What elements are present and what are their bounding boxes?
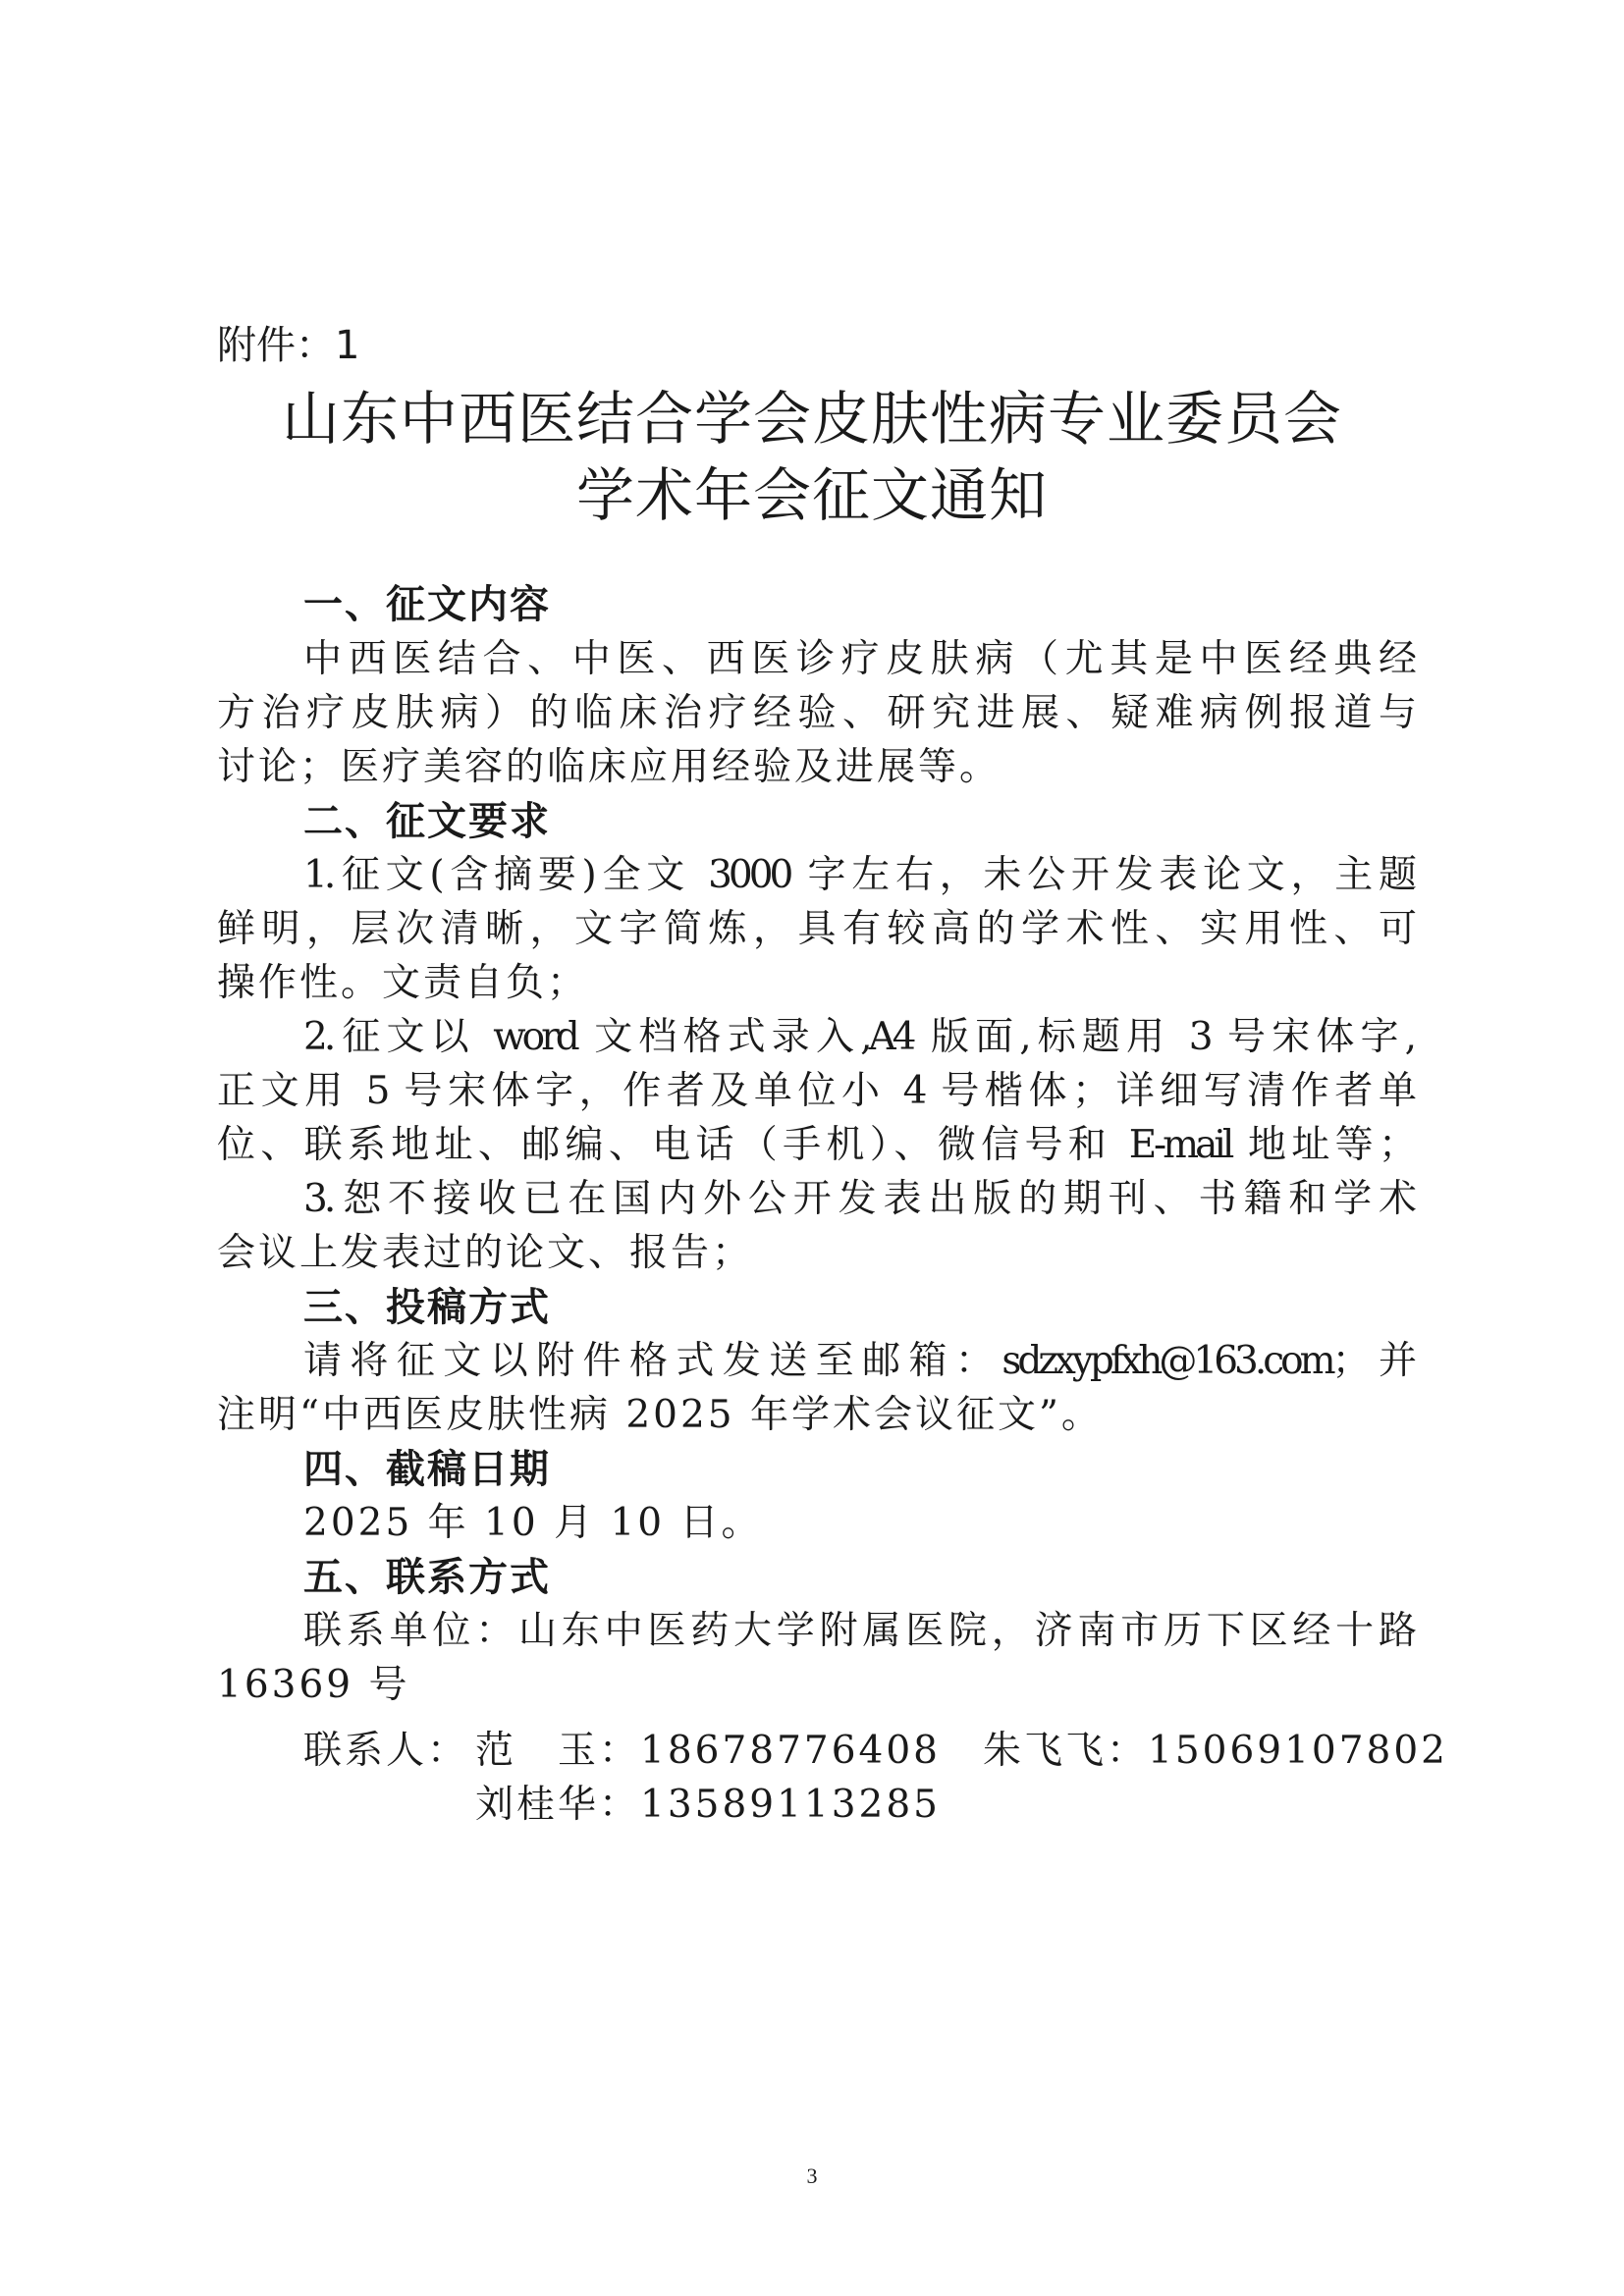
page-number: 3 <box>806 2163 818 2188</box>
section-heading-contact: 五、联系方式 <box>303 1555 551 1600</box>
paragraph-line: 中西医结合、中医、西医诊疗皮肤病（尤其是中医经典经 <box>303 637 1413 681</box>
document-title-line-2: 学术年会征文通知 <box>575 461 1048 529</box>
paragraph-line: 3.恕不接收已在国内外公开发表出版的期刊、书籍和学术 <box>303 1177 1413 1221</box>
contact-person-name: 朱飞飞： <box>983 1729 1149 1773</box>
paragraph-line: 讨论；医疗美容的临床应用经验及进展等。 <box>217 745 1001 789</box>
contact-person <box>983 1728 1448 1775</box>
paragraph-line: 注明“中西医皮肤性病 2025 年学术会议征文”。 <box>217 1393 1103 1437</box>
deadline-date: 2025 年 10 月 10 日。 <box>303 1501 763 1545</box>
contact-unit-line: 联系单位：山东中医药大学附属医院，济南市历下区经十路 <box>303 1609 1413 1653</box>
attachment-label: 附件：1 <box>217 323 360 368</box>
paragraph-line: 会议上发表过的论文、报告； <box>217 1231 754 1275</box>
paragraph-line: 方治疗皮肤病）的临床治疗经验、研究进展、疑难病例报道与 <box>217 691 1413 735</box>
section-heading-content: 一、征文内容 <box>303 582 551 627</box>
contact-person <box>475 1728 941 1775</box>
paragraph-line: 位、联系地址、邮编、电话（手机）、微信号和 E-mail 地址等； <box>217 1123 1413 1167</box>
document-title-line-1: 山东中西医结合学会皮肤性病专业委员会 <box>281 385 1342 453</box>
contact-person-phone: 13589113285 <box>640 1783 941 1827</box>
contact-person-name: 范 玉： <box>475 1729 641 1773</box>
contact-person-name: 刘桂华： <box>475 1783 641 1827</box>
paragraph-line: 操作性。文责自负； <box>217 961 589 1005</box>
section-heading-deadline: 四、截稿日期 <box>303 1447 551 1492</box>
section-heading-requirements: 二、征文要求 <box>303 799 551 844</box>
paragraph-line: 鲜明，层次清晰，文字简炼，具有较高的学术性、实用性、可 <box>217 907 1413 951</box>
contact-person-phone: 18678776408 <box>640 1729 941 1773</box>
contact-unit-line: 16369 号 <box>217 1663 410 1707</box>
paragraph-line: 1.征文(含摘要)全文 3000 字左右，未公开发表论文，主题 <box>303 853 1413 897</box>
contact-person <box>475 1782 941 1829</box>
paragraph-line: 2.征文以 word 文档格式录入,A4 版面,标题用 3 号宋体字, <box>303 1015 1413 1059</box>
paragraph-line: 正文用 5 号宋体字，作者及单位小 4 号楷体；详细写清作者单 <box>217 1069 1413 1113</box>
contact-persons-label: 联系人： <box>303 1729 469 1773</box>
paragraph-line: 请将征文以附件格式发送至邮箱：sdzxypfxh@163.com；并 <box>303 1339 1413 1383</box>
section-heading-submission: 三、投稿方式 <box>303 1285 551 1330</box>
contact-person-phone: 15069107802 <box>1148 1729 1448 1773</box>
